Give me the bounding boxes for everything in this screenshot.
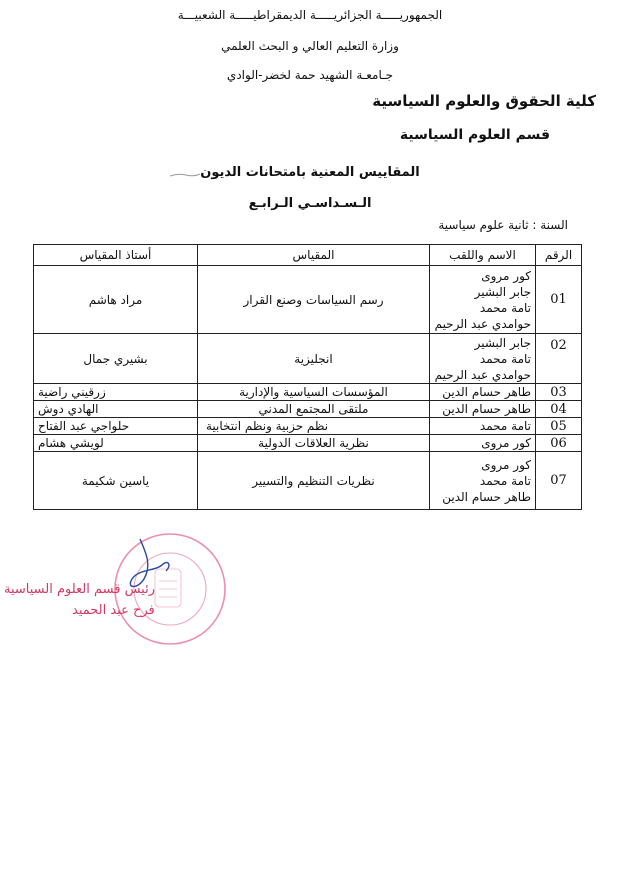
professor-name: مراد هاشم	[34, 266, 198, 334]
row-number: 06	[536, 435, 582, 452]
semester-label: الـسـداسـي الـرابـع	[248, 196, 372, 211]
subject-name: المؤسسات السياسية والإدارية	[198, 384, 430, 401]
professor-name: بشيري جمال	[34, 334, 198, 384]
student-names	[430, 435, 536, 452]
subject-name: نظريات التنظيم والتسيير	[198, 452, 430, 510]
header-number: الرقم	[536, 245, 582, 266]
row-number: 03	[536, 384, 582, 401]
student-name: جابر البشير	[474, 335, 531, 350]
svg-text:جامعة الشهيد حمة لخضر الوادي -	[112, 531, 116, 533]
professor-name: الهادي دوش	[34, 401, 198, 418]
professor-name: لويشي هشام	[34, 435, 198, 452]
student-name: حوامدي عبد الرحيم	[434, 367, 531, 382]
stamp-ring-text	[112, 531, 116, 533]
student-names	[430, 384, 536, 401]
student-names	[430, 266, 536, 334]
department-heading: قسم العلوم السياسية	[399, 127, 550, 143]
professor-name: ياسين شكيمة	[34, 452, 198, 510]
table-row	[34, 401, 582, 418]
row-number: 07	[536, 452, 582, 510]
row-number: 04	[536, 401, 582, 418]
document-title: المقاييس المعنية بامتحانات الديون	[200, 165, 420, 180]
student-name: كور مروى	[481, 457, 531, 472]
table-row	[34, 266, 582, 334]
subject-name: رسم السياسات وصنع القرار	[198, 266, 430, 334]
student-name: كور مروى	[481, 268, 531, 283]
table-row	[34, 418, 582, 435]
table-row	[34, 334, 582, 384]
ministry-heading: وزارة التعليم العالي و البحث العلمي	[221, 39, 399, 53]
student-name: جابر البشير	[474, 284, 531, 299]
table-row	[34, 384, 582, 401]
header-subject: المقياس	[198, 245, 430, 266]
student-name: طاهر حسام الدين	[442, 402, 531, 416]
student-names	[430, 452, 536, 510]
year-label: السنة : ثانية علوم سياسية	[438, 218, 568, 232]
student-name: تامة محمد	[479, 419, 531, 433]
student-names	[430, 401, 536, 418]
signature-title: رئيس قسم العلوم السياسية	[4, 582, 156, 597]
student-names	[430, 334, 536, 384]
row-number: 02	[536, 334, 582, 384]
row-number: 01	[536, 266, 582, 334]
exam-subjects-table	[33, 244, 582, 510]
row-number: 05	[536, 418, 582, 435]
header-professor: أستاذ المقياس	[34, 245, 198, 266]
subject-name: ملتقى المجتمع المدني	[198, 401, 430, 418]
student-name: تامة محمد	[479, 351, 531, 366]
student-name: تامة محمد	[479, 300, 531, 315]
table-header-row	[34, 245, 582, 266]
header-names: الاسم واللقب	[430, 245, 536, 266]
student-name: تامة محمد	[479, 473, 531, 488]
student-name: كور مروى	[481, 436, 531, 450]
student-names	[430, 418, 536, 435]
university-heading: جـامعـة الشهيد حمة لخضر-الوادي	[226, 68, 394, 82]
subject-name: نظم حزبية ونظم انتخابية	[198, 418, 430, 435]
professor-name: حلواجي عبد الفتاح	[34, 418, 198, 435]
student-name: حوامدي عبد الرحيم	[434, 316, 531, 331]
student-name: طاهر حسام الدين	[442, 385, 531, 399]
subject-name: نظرية العلاقات الدولية	[198, 435, 430, 452]
subject-name: انجليزية	[198, 334, 430, 384]
signature-name: فرح عبد الحميد	[72, 603, 155, 618]
table-row	[34, 452, 582, 510]
table-row	[34, 435, 582, 452]
student-name: طاهر حسام الدين	[442, 489, 531, 504]
republic-heading: الجمهوريـــــة الجزائريـــــة الديمقراطيـــــة الشعبيـــة	[177, 8, 443, 22]
faculty-heading: كلية الحقوق والعلوم السياسية	[372, 92, 596, 110]
professor-name: زرقيني راضية	[34, 384, 198, 401]
